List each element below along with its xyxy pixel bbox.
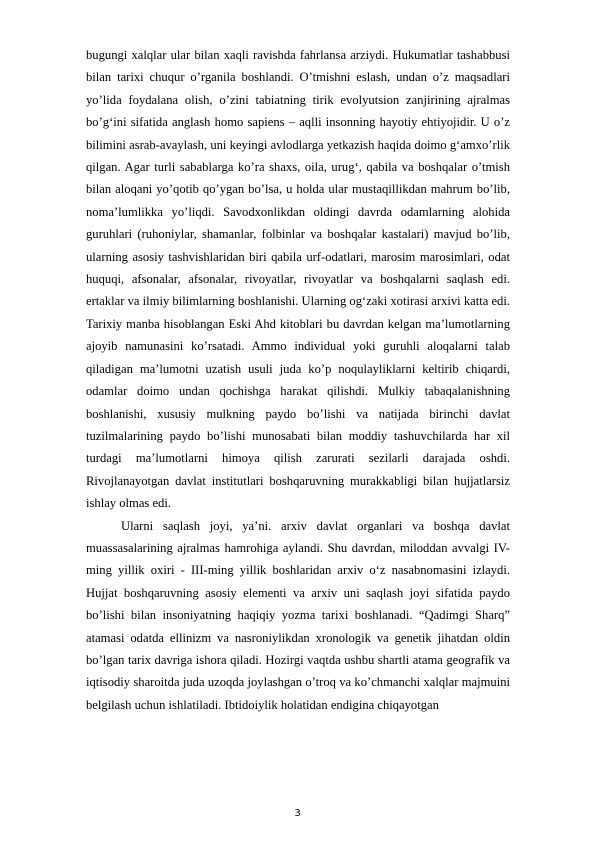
- paragraph-2: Ularni saqlash joyi, ya’ni. arxiv davlat organlari va boshqa davlat muassasalarining ajralmas hamrohiga aylandi. Shu davrdan, miloddan avvalgi IV-ming yillik oxiri - III-ming yillik boshlaridan arxiv o‘z nasabnomasini izlaydi. Hujjat boshqaruvning asosiy elementi va arxiv uni saqlash joyi sifatida paydo bo’lishi bilan insoniyatning haqiqiy yozma tarixi boshlanadi. “Qadimgi Sharq” atamasi odatda ellinizm va nasroniylikdan xronologik va genetik jihatdan oldin bo’lgan tarix davriga ishora qiladi. Hozirgi vaqtda ushbu shartli atama geografik va iqtisodiy sharoitda juda uzoqda joylashgan o’troq va ko’chmanchi xalqlar majmuini belgilash uchun ishlatiladi. Ibtidoiylik holatidan endigina chiqayotgan: [86, 518, 510, 712]
- body-text: [86, 44, 510, 716]
- paragraph-1: bugungi xalqlar ular bilan xaqli ravishda fahrlansa arziydi. Hukumatlar tashabbusi bilan tarixi chuqur o’rganila boshlandi. O’tmishni eslash, undan o’z maqsadlari yo’lida foydalana olish, o’zini tabiatning tirik evolyutsion zanjirining ajralmas bo’g‘ini sifatida anglash homo sapiens – aqlli insonning hayotiy ehtiyojidir. U o’z bilimini asrab-avaylash, uni keyingi avlodlarga yetkazish haqida doimo g‘amxo’rlik qilgan. Agar turli sabablarga ko’ra shaxs, oila, urug‘, qabila va boshqalar o’tmish bilan aloqani yo’qotib qo’ygan bo’lsa, u holda ular mustaqillikdan mahrum bo’lib, noma’lumlikka yo’liqdi. Savodxonlikdan oldingi davrda odamlarning alohida guruhlari (ruhoniylar, shamanlar, folbinlar va boshqalar kastalari) mavjud bo’lib, ularning asosiy tashvishlaridan biri qabila urf-odatlari, marosim marosimlari, odat huquqi, afsonalar, afsonalar, rivoyatlar, rivoyatlar va boshqalarni saqlash edi. ertaklar va ilmiy bilimlarning boshlanishi. Ularning og‘zaki xotirasi arxivi katta edi. Tarixiy manba hisoblangan Eski Ahd kitoblari bu davrdan kelgan ma’lumotlarning ajoyib namunasini ko’rsatadi. Ammo individual yoki guruhli aloqalarni talab qiladigan ma’lumotni uzatish usuli juda ko’p noqulayliklarni keltirib chiqardi, odamlar doimo undan qochishga harakat qilishdi. Mulkiy tabaqalanishning boshlanishi, xususiy mulkning paydo bo’lishi va natijada birinchi davlat tuzilmalarining paydo bo’lishi munosabati bilan moddiy tashuvchilarda har xil turdagi ma’lumotlarni himoya qilish zarurati sezilarli darajada oshdi. Rivojlanayotgan davlat institutlari boshqaruvning murakkabligi bilan hujjatlarsiz ishlay olmas edi.: [86, 48, 510, 511]
- page-number: 3: [294, 808, 301, 819]
